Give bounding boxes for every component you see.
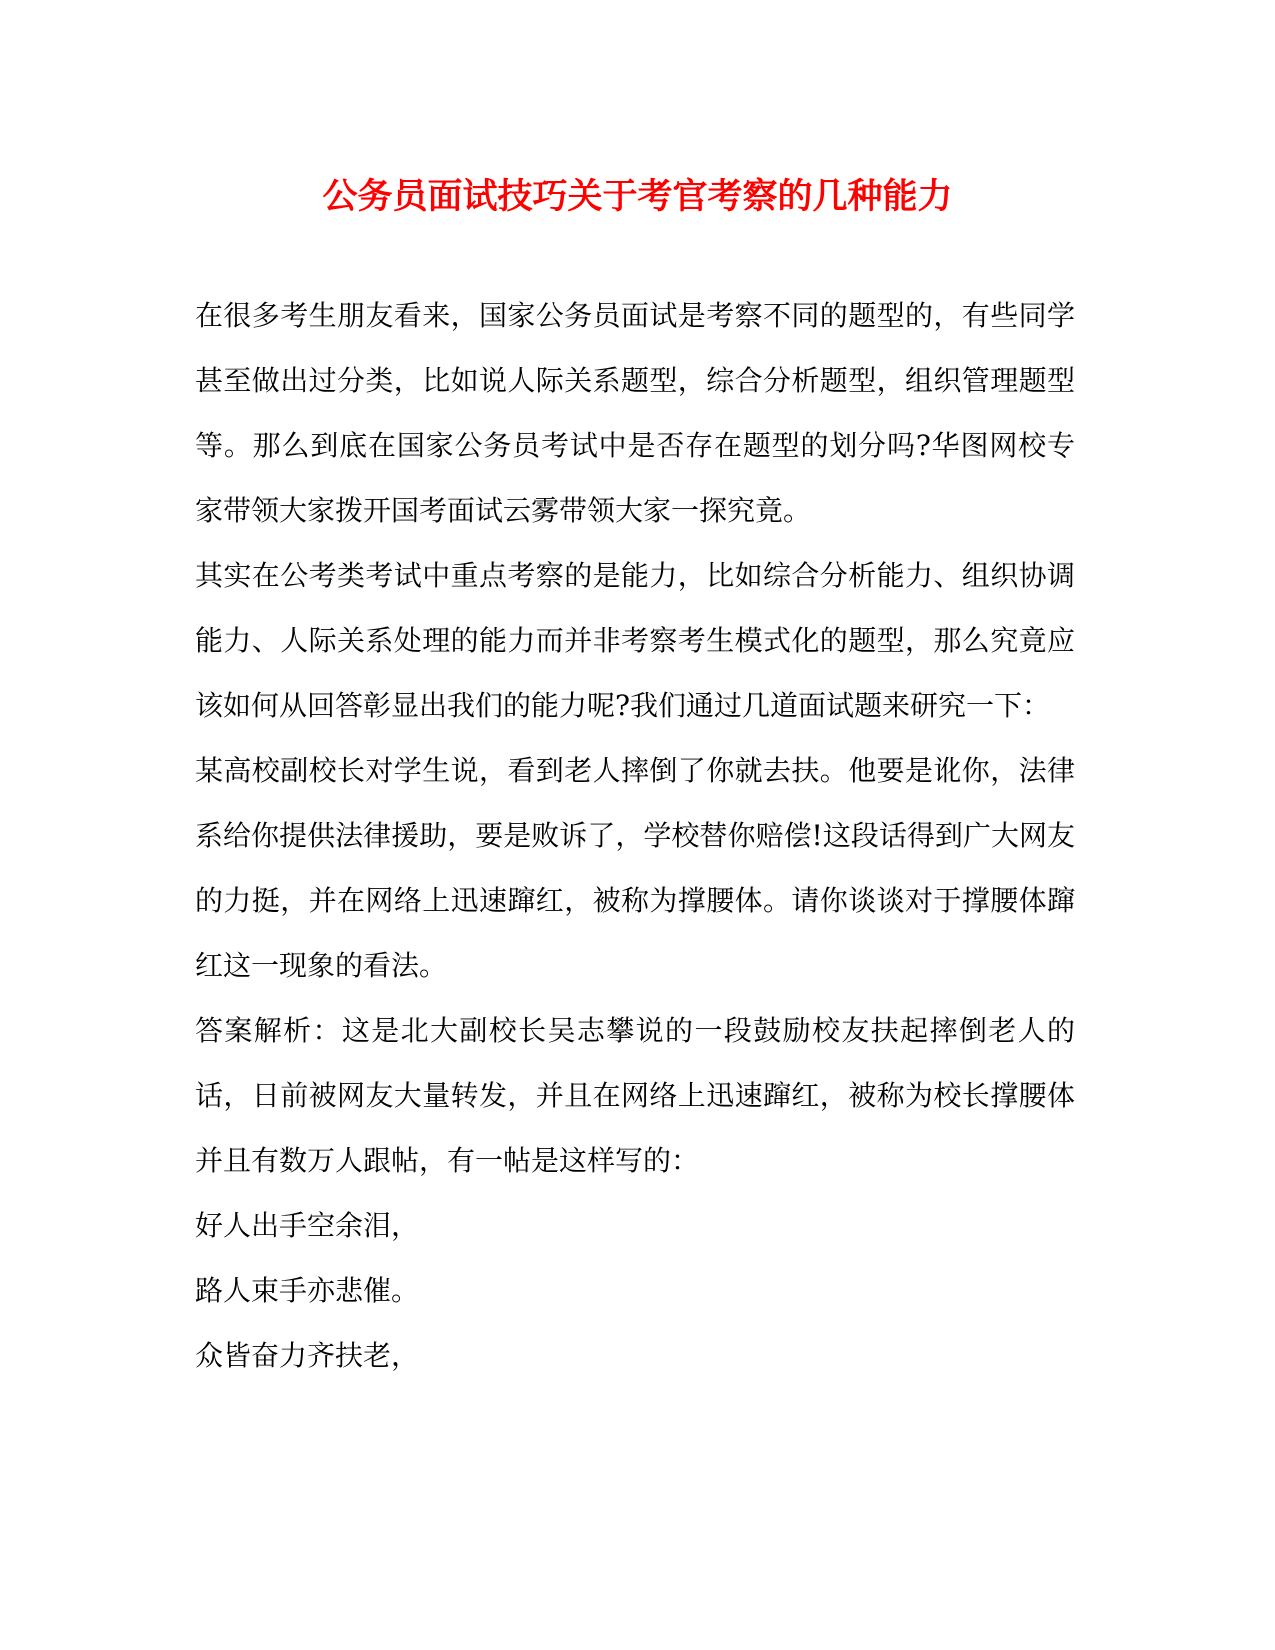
document-title: 公务员面试技巧关于考官考察的几种能力 (322, 177, 953, 217)
paragraph-intro: 在很多考生朋友看来，国家公务员面试是考察不同的题型的，有些同学甚至做出过分类，比如说人际关系题型，综合分析题型，组织管理题型等。那么到底在国家公务员考试中是否存在题型的划分吗?华图网校专家带领大家拨开国考面试云雾带领大家一探究竟。 (195, 299, 1075, 527)
poem-line-2: 路人束手亦悲催。 (195, 1274, 420, 1307)
poem-line-1: 好人出手空余泪， (195, 1209, 420, 1242)
poem-line-3: 众皆奋力齐扶老， (195, 1339, 420, 1372)
document-body (195, 283, 1075, 1388)
paragraph-answer: 答案解析：这是北大副校长吴志攀说的一段鼓励校友扶起摔倒老人的话，日前被网友大量转发，并且在网络上迅速蹿红，被称为校长撑腰体并且有数万人跟帖，有一帖是这样写的： (195, 1014, 1075, 1177)
paragraph-question: 某高校副校长对学生说，看到老人摔倒了你就去扶。他要是讹你，法律系给你提供法律援助，要是败诉了，学校替你赔偿!这段话得到广大网友的力挺，并在网络上迅速蹿红，被称为撑腰体。请你谈谈对于撑腰体蹿红这一现象的看法。 (195, 754, 1075, 982)
paragraph-ability: 其实在公考类考试中重点考察的是能力，比如综合分析能力、组织协调能力、人际关系处理的能力而并非考察考生模式化的题型，那么究竟应该如何从回答彰显出我们的能力呢?我们通过几道面试题来研究一下： (195, 559, 1075, 722)
